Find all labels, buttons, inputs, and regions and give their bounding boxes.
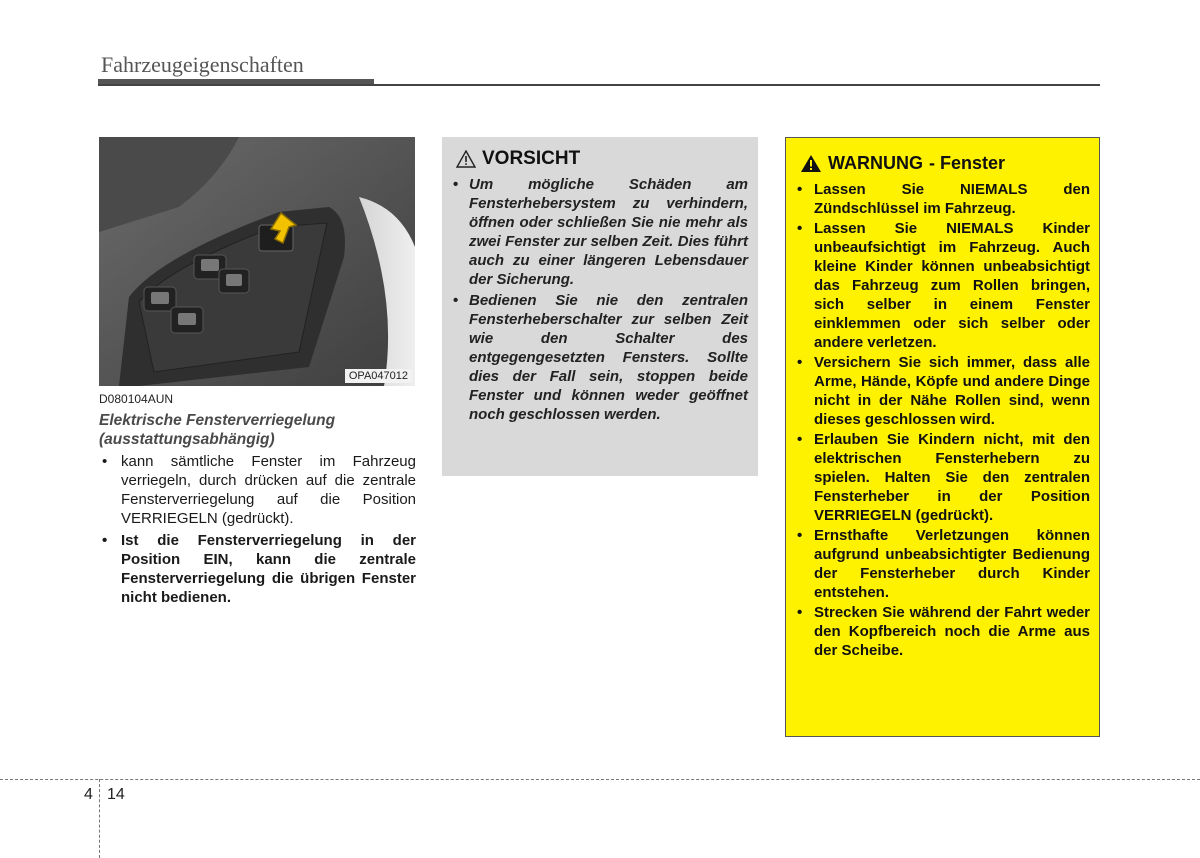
warning-item: • Strecken Sie während der Fahrt weder den Kopfbereich noch die Arme aus der Scheibe. xyxy=(795,603,1090,660)
window-switch-photo xyxy=(99,137,415,386)
footer-rule xyxy=(0,779,1200,780)
warning-box xyxy=(785,137,1100,737)
caution-header xyxy=(456,148,580,170)
warning-item: • Versichern Sie sich immer, dass alle Arme, Hände, Köpfe und andere Dinge nicht in der Nähe Rollen sind, wenn dieses geschlossen wird. xyxy=(795,353,1090,429)
caution-triangle-icon xyxy=(456,150,476,168)
section-subheading xyxy=(99,411,416,449)
warning-item: • Lassen Sie NIEMALS Kinder unbeaufsichtigt im Fahrzeug. Auch kleine Kinder können unbeabsichtigt das Fahrzeug zum Rollen bringen, sich selber in einem Fenster einklemmen oder sich selber oder andere verletzen. xyxy=(795,219,1090,352)
warning-subtitle: - Fenster xyxy=(929,153,1006,173)
warning-item: • Erlauben Sie Kindern nicht, mit den elektrischen Fensterhebern zu spielen. Halten Sie den zentralen Fensterheber in der Position VERRIEGELN (gedrückt). xyxy=(795,430,1090,525)
caution-box xyxy=(442,137,758,476)
caution-list xyxy=(452,175,748,426)
warning-list xyxy=(795,180,1090,661)
chapter-number: 4 xyxy=(84,786,93,803)
photo-code: OPA047012 xyxy=(345,369,412,383)
warning-title: WARNUNG xyxy=(828,153,923,173)
window-switch-illustration xyxy=(99,137,415,386)
warning-item: • Lassen Sie NIEMALS den Zündschlüssel im Fahrzeug. xyxy=(795,180,1090,218)
page-title: Fahrzeugeigenschaften xyxy=(101,52,304,77)
warning-header xyxy=(800,153,1005,174)
feature-list xyxy=(99,452,416,607)
caution-item: • Bedienen Sie nie den zentralen Fensterheberschalter zur selben Zeit wie den Schalter des entgegengesetzten Fensters. Sollte dies der Fall sein, stoppen beide Fenster und können weder geöffnet noch geschlossen werden. xyxy=(452,291,748,424)
footer-divider xyxy=(99,779,100,858)
left-column xyxy=(99,392,416,610)
caution-title: VORSICHT xyxy=(482,148,581,169)
caution-item: • Um mögliche Schäden am Fensterhebersystem zu verhindern, öffnen oder schließen Sie nie mehr als zwei Fenster zur selben Zeit. Dies führt auch zu einer längeren Lebensdauer der Sicherung. xyxy=(452,175,748,289)
header-rule xyxy=(98,84,1100,86)
subheading-line-2: (ausstattungsabhängig) xyxy=(99,431,275,448)
doc-code: D080104AUN xyxy=(99,392,174,406)
warning-item: • Ernsthafte Verletzungen können aufgrund unbeabsichtigter Bedienung der Fensterheber durch Kinder entstehen. xyxy=(795,526,1090,602)
warning-triangle-icon xyxy=(800,154,822,173)
page-number: 14 xyxy=(107,786,125,803)
list-item: • Ist die Fensterverriegelung in der Position EIN, kann die zentrale Fensterverriegelung die übrigen Fenster nicht bedienen. xyxy=(99,531,416,607)
subheading-line-1: Elektrische Fensterverriegelung xyxy=(99,412,336,429)
list-item: • kann sämtliche Fenster im Fahrzeug verriegeln, durch drücken auf die zentrale Fensterverriegelung auf die Position VERRIEGELN (gedrückt). xyxy=(99,452,416,528)
